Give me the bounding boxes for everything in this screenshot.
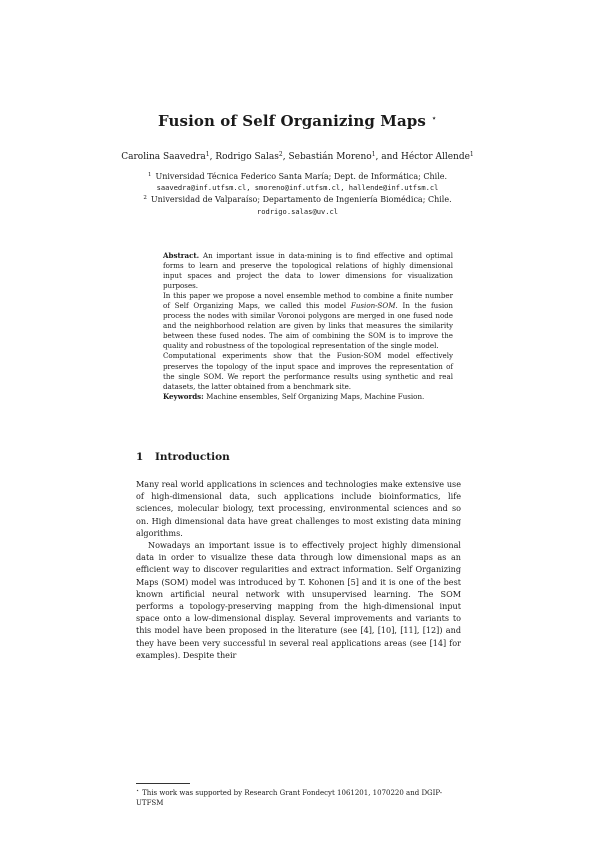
author: Héctor Allende$^1$: [401, 151, 474, 162]
author: Rodrigo Salas$^2$,: [215, 151, 289, 162]
abstract: [163, 251, 453, 402]
footnote: [136, 787, 464, 808]
affiliations: [100, 170, 495, 217]
paper-title: [0, 112, 595, 130]
section-heading: [136, 451, 230, 463]
section-title: Introduction: [155, 451, 230, 463]
title-text: Fusion of Self Organizing Maps: [158, 112, 426, 130]
abstract-paragraph: Computational experiments show that the Fusion-SOM model effectively preserves the topology of the input space and improves the representation of the single SOM. We report the performance results using synthetic and real datasets, the latter obtained from a benchmark site.: [163, 351, 453, 391]
affiliation-1: $^1$ Universidad Técnica Federico Santa María; Dept. de Informática; Chile.: [147, 172, 448, 181]
abstract-paragraph: Abstract. An important issue in data-mining is to find effective and optimal forms to learn and preserve the topological relations of highly dimensional input spaces and project the data to lower dimensions for visualization purposes.: [163, 251, 453, 291]
affiliation-2-email: rodrigo.salas@uv.cl: [256, 206, 339, 216]
author: Carolina Saavedra$^1$,: [121, 151, 216, 162]
body-text: [136, 478, 461, 661]
author: Sebastián Moreno$^1$, and: [288, 151, 402, 162]
footnote-rule: [136, 783, 190, 784]
section-number: 1: [136, 451, 144, 463]
title-footnote-mark: ⋆: [431, 114, 437, 124]
footnote-mark: ⋆: [136, 788, 140, 794]
body-paragraph: Nowadays an important issue is to effectively project highly dimensional data in order to visualize these data through low dimensional maps as an efficient way to discover regularities and extract information. Self Organizing Maps (SOM) model was introduced by T. Kohonen [5] and it is one of the best known artificial neural network with unsupervised learning. The SOM performs a topology-preserving mapping from the high-dimensional input space onto a low-dimensional display. Several improvements and variants to this model have been proposed in the literature (see [4], [10], [11], [12]) and they have been very successful in several real applications areas (see [14] for examples). Despite their: [136, 540, 461, 660]
body-paragraph: Many real world applications in sciences and technologies make extensive use of high-dimensional data, such applications include bioinformatics, life sciences, molecular biology, text processing, environmental sciences and so on. High dimensional data have great challenges to most existing data mining algorithms.: [136, 479, 461, 538]
affiliation-1-emails: saavedra@inf.utfsm.cl, smoreno@inf.utfsm.cl, hallende@inf.utfsm.cl: [156, 183, 439, 193]
author-list: [0, 151, 595, 162]
affiliation-2: $^2$ Universidad de Valparaíso; Departamento de Ingeniería Biomédica; Chile.: [143, 195, 452, 205]
footnote-text: This work was supported by Research Grant Fondecyt 1061201, 1070220 and DGIP-UTFSM: [136, 789, 443, 807]
abstract-paragraph: In this paper we propose a novel ensemble method to combine a finite number of Self Organizing Maps, we called this model Fusion-SOM. In the fusion process the nodes with similar Voronoi polygons are merged in one fused node and the neighborhood relation are given by links that measures the similarity between these fused nodes. The aim of combining the SOM is to improve the quality and robustness of the topological representation of the single model.: [163, 291, 453, 351]
keywords: Keywords: Machine ensembles, Self Organizing Maps, Machine Fusion.: [163, 391, 425, 401]
